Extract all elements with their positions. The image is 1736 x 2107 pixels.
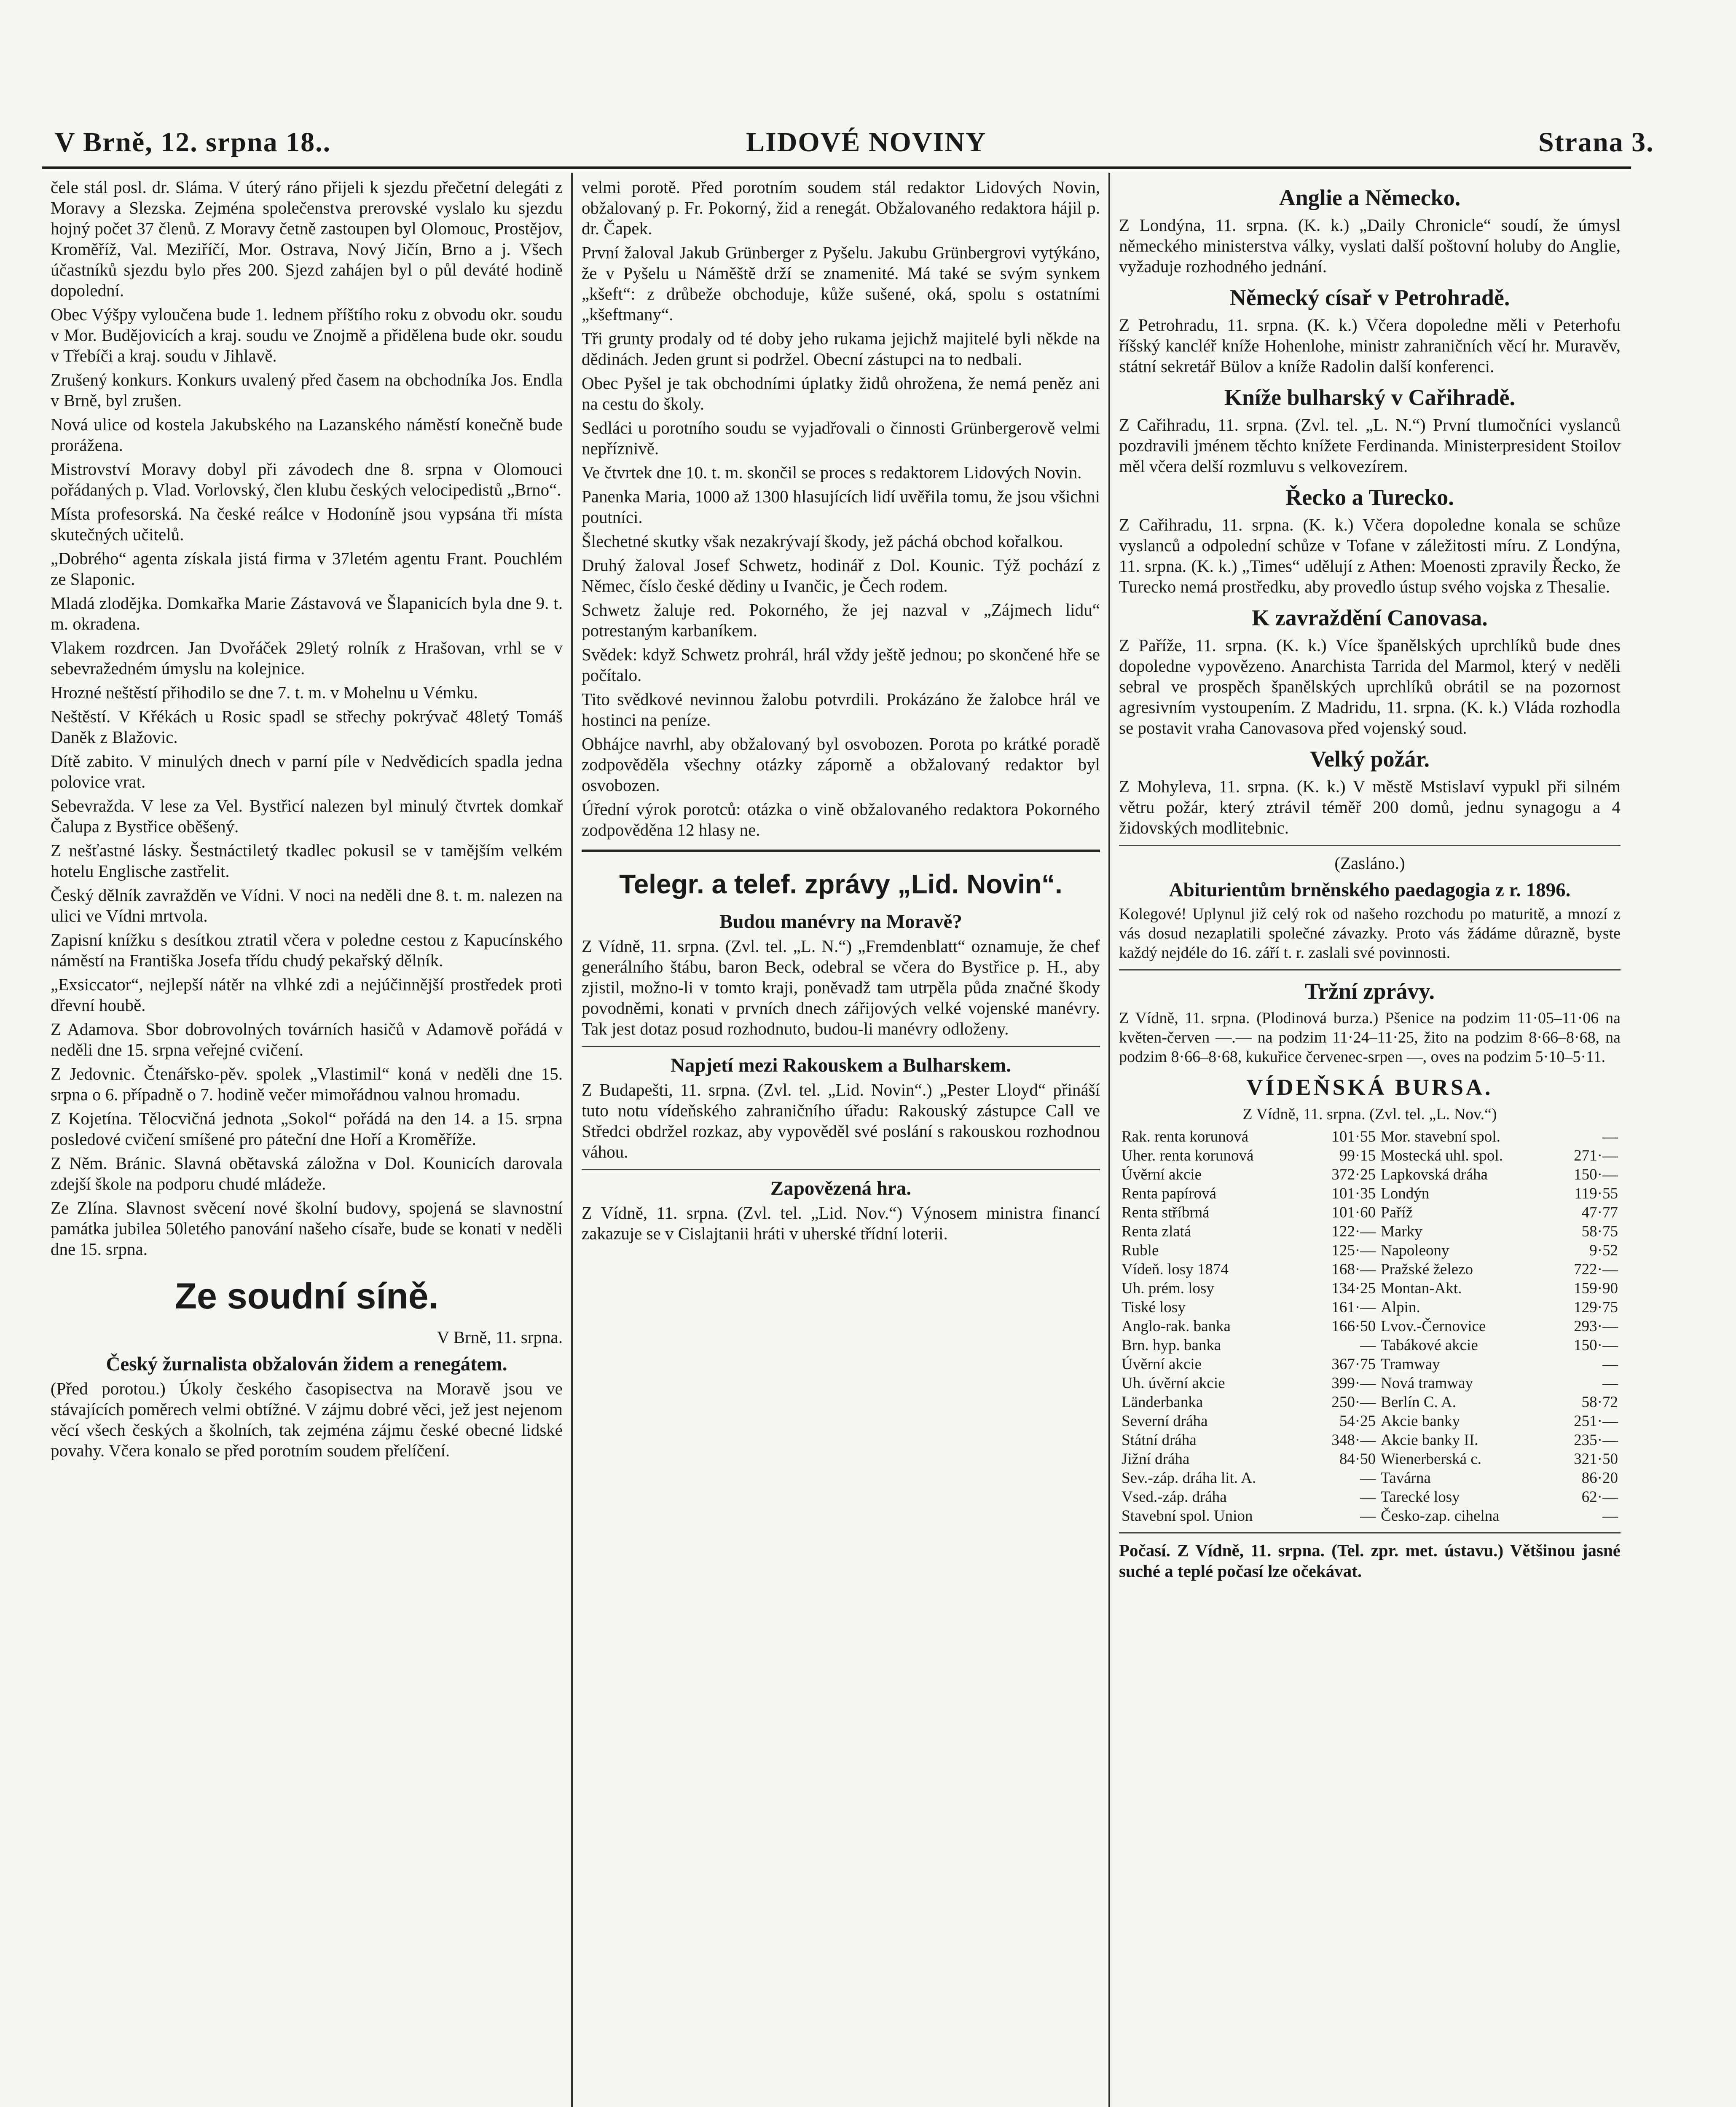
bourse-row: [1119, 1507, 1621, 1525]
bourse-security: Vsed.-záp. dráha: [1122, 1488, 1227, 1506]
bourse-security: Alpin.: [1381, 1299, 1420, 1316]
court-report-paragraph: Druhý žaloval Josef Schwetz, hodinář z Dol. Kounic. Týž pochází z Němec, číslo české dědiny u Ivančic, je Čech rodem.: [582, 555, 1100, 595]
bourse-price: —: [1602, 1375, 1618, 1392]
column-1: [51, 177, 563, 2107]
bourse-price: 9·52: [1589, 1242, 1618, 1259]
column-3: [1119, 177, 1621, 2107]
header-page-number: Strana 3.: [1538, 127, 1654, 158]
bourse-security: Tarecké losy: [1381, 1488, 1460, 1506]
bourse-price: 150·—: [1574, 1337, 1618, 1354]
news-item: Neštěstí. V Křékách u Rosic spadl se střechy pokrývač 48letý Tomáš Daněk z Blažovic.: [51, 707, 563, 747]
court-report-paragraph: Obec Pyšel je tak obchodními úplatky židů ohrožena, že nemá peněz ani na cestu do školy.: [582, 373, 1100, 413]
court-report-paragraph: Úřední výrok porotců: otázka o vině obžalovaného redaktora Pokorného zodpověděna 12 hlasy ne.: [582, 799, 1100, 839]
bourse-security: Lvov.-Černovice: [1381, 1318, 1486, 1335]
news-text: Z Paříže, 11. srpna. (K. k.) Více španělských uprchlíků bude dnes dopoledne vypovězeno. Anarchista Tarrida del Marmol, který v neděli sebral ve prospěch španělských uprchlíků obrátil se na pozornost agresivním vystoupením. Z Madridu, 11. srpna. (K. k.) Vláda rozhodla se postavit vraha Canovasova před vojenský soud.: [1119, 635, 1621, 737]
news-item: Z Adamova. Sbor dobrovolných továrních hasičů v Adamově pořádá v neděli dne 15. srpna veřejné cvičení.: [51, 1019, 563, 1059]
bourse-price: 159·90: [1574, 1280, 1618, 1297]
bourse-row: [1119, 1165, 1621, 1184]
column-divider-2: [1108, 173, 1110, 2107]
news-item: Dítě zabito. V minulých dnech v parní píle v Nedvědicích spadla jedna polovice vrat.: [51, 751, 563, 791]
bourse-price: 62·—: [1581, 1488, 1618, 1506]
bourse-price: —: [1360, 1337, 1376, 1354]
telegraph-text: Z Vídně, 11. srpna. (Zvl. tel. „Lid. Nov.“) Výnosem ministra financí zakazuje se v Cislajtanii hráti v uherské třídní loterii.: [582, 1203, 1100, 1243]
telegraph-section-title: Telegr. a telef. zprávy „Lid. Novin“.: [619, 869, 1063, 899]
market-text: Z Vídně, 11. srpna. (Plodinová burza.) Pšenice na podzim 11·05–11·06 na květen-červen —.— na podzim 11·24–11·25, žito na podzim 8·66–8·68, na podzim 8·66–8·68, kukuřice červenec-srpen —, oves na podzim 5·10–5·11.: [1119, 1009, 1621, 1066]
bourse-price: —: [1602, 1356, 1618, 1373]
bourse-price: 99·15: [1339, 1147, 1376, 1164]
news-item: Zapisní knížku s desítkou ztratil včera v poledne cestou z Kapucínského náměstí na Františka Josefa třídu chudý pekařský dělník.: [51, 930, 563, 970]
news-text: Z Londýna, 11. srpna. (K. k.) „Daily Chronicle“ soudí, že úmysl německého ministerstva války, vyslati další poštovní holuby do Anglie, vyžaduje rozhodného jednání.: [1119, 215, 1621, 276]
bourse-price: 47·77: [1581, 1204, 1618, 1221]
court-dateline: V Brně, 11. srpna.: [437, 1327, 563, 1347]
news-headline: Velký požár.: [1309, 746, 1430, 772]
news-item: Z Kojetína. Tělocvičná jednota „Sokol“ pořádá na den 14. a 15. srpna posledové cvičení smíšené pro páteční dne Hoří a Kroměříže.: [51, 1109, 563, 1149]
bourse-security: Státní dráha: [1122, 1431, 1197, 1449]
bourse-security: Anglo-rak. banka: [1122, 1318, 1231, 1335]
bourse-price: 250·—: [1331, 1394, 1376, 1411]
bourse-security: Paříž: [1381, 1204, 1413, 1221]
court-report-paragraph: Šlechetné skutky však nezakrývají škody, jež páchá obchod kořalkou.: [582, 531, 1063, 551]
bourse-security: Česko-zap. cihelna: [1381, 1507, 1500, 1525]
court-text: (Před porotou.) Úkoly českého časopisectva na Moravě jsou ve stávajících poměrech velmi obtížné. V zájmu dobré věci, jež jest nejenom věcí všech českých a školních, tak zejména zájmu české obecné lidské povahy. Včera konalo se před porotním soudem přelíčení.: [51, 1379, 563, 1460]
bourse-security: Vídeň. losy 1874: [1122, 1261, 1229, 1278]
bourse-security: Renta papírová: [1122, 1185, 1216, 1202]
bourse-security: Lapkovská dráha: [1381, 1166, 1488, 1183]
news-text: Z Petrohradu, 11. srpna. (K. k.) Včera dopoledne měli v Peterhofu říšský kancléř kníže Hohenlohe, ministr zahraničních věcí hr. Muravěv, státní sekretář Bülov a kníže Radolin další konferenci.: [1119, 315, 1621, 376]
news-item: Sebevražda. V lese za Vel. Bystřicí nalezen byl minulý čtvrtek domkař Čalupa z Bystřice oběšený.: [51, 796, 563, 836]
bourse-price: 166·50: [1331, 1318, 1376, 1335]
bourse-price: 251·—: [1574, 1413, 1618, 1430]
header-masthead: LIDOVÉ NOVINY: [746, 127, 987, 158]
bourse-security: Tramway: [1381, 1356, 1440, 1373]
news-item: Z Jedovnic. Čtenářsko-pěv. spolek „Vlastimil“ koná v neděli dne 15. srpna o 6. případně o 7. hodině večer mimořádnou valnou hromadu.: [51, 1064, 563, 1104]
bourse-row: [1119, 1374, 1621, 1393]
telegraph-headline: Zapovězená hra.: [770, 1177, 912, 1199]
bourse-price: 119·55: [1574, 1185, 1618, 1202]
bourse-table: [1119, 1127, 1621, 1525]
item-divider: [1119, 1532, 1621, 1533]
header-rule: [42, 166, 1631, 169]
bourse-price: —: [1602, 1507, 1618, 1525]
bourse-row: [1119, 1241, 1621, 1260]
bourse-security: Tiské losy: [1122, 1299, 1186, 1316]
bourse-row: [1119, 1298, 1621, 1317]
court-report-paragraph: Tito svědkové nevinnou žalobu potvrdili. Prokázáno že žalobce hrál ve hostinci na peníze.: [582, 689, 1100, 729]
bourse-price: 84·50: [1339, 1450, 1376, 1468]
column-2: [582, 177, 1100, 2107]
section-rule: [582, 850, 1100, 852]
bourse-price: 101·35: [1331, 1185, 1376, 1202]
bourse-row: [1119, 1488, 1621, 1507]
bourse-security: Uh. úvěrní akcie: [1122, 1375, 1225, 1392]
bourse-price: 372·25: [1331, 1166, 1376, 1183]
news-item: „Exsiccator“, nejlepší nátěr na vlhké zdi a nejúčinnější prostředek proti dřevní houbě.: [51, 975, 563, 1015]
bourse-price: 58·75: [1581, 1223, 1618, 1240]
news-headline: Kníže bulharský v Cařihradě.: [1224, 385, 1516, 410]
bourse-row: [1119, 1469, 1621, 1488]
bourse-price: 168·—: [1331, 1261, 1376, 1278]
bourse-price: 101·55: [1331, 1128, 1376, 1145]
bourse-price: 125·—: [1331, 1242, 1376, 1259]
bourse-security: Severní dráha: [1122, 1413, 1208, 1430]
bourse-security: Mostecká uhl. spol.: [1381, 1147, 1503, 1164]
bourse-row: [1119, 1260, 1621, 1279]
bourse-row: [1119, 1146, 1621, 1165]
notice-headline: Abiturientům brněnského paedagogia z r. 1896.: [1169, 879, 1571, 901]
bourse-security: Länderbanka: [1122, 1394, 1203, 1411]
bourse-price: 134·25: [1331, 1280, 1376, 1297]
news-headline: K zavraždění Canovasa.: [1252, 605, 1488, 630]
bourse-price: —: [1360, 1488, 1376, 1506]
news-item: Mistrovství Moravy dobyl při závodech dne 8. srpna v Olomouci pořádaných p. Vlad. Vorlovský, člen klubu českých velocipedistů „Brno“.: [51, 459, 563, 499]
news-item: Vlakem rozdrcen. Jan Dvořáček 29letý rolník z Hrašovan, vrhl se v sebevražedném úmyslu na kolejnice.: [51, 638, 563, 678]
bourse-row: [1119, 1355, 1621, 1374]
news-item: Nová ulice od kostela Jakubského na Lazanského náměstí konečně bude prorážena.: [51, 415, 563, 455]
court-headline: Český žurnalista obžalován židem a renegátem.: [106, 1353, 507, 1375]
bourse-row: [1119, 1222, 1621, 1241]
bourse-security: Sev.-záp. dráha lit. A.: [1122, 1469, 1256, 1487]
bourse-price: 321·50: [1574, 1450, 1618, 1468]
item-divider: [1119, 845, 1621, 846]
bourse-price: 58·72: [1581, 1394, 1618, 1411]
item-divider: [582, 1046, 1100, 1047]
bourse-row: [1119, 1127, 1621, 1146]
bourse-price: 101·60: [1331, 1204, 1376, 1221]
news-item: Ze Zlína. Slavnost svěcení nové školní budovy, spojená se slavnostní památka jubilea 50letého panování našeho císaře, bude se konati v neděli dne 15. srpna.: [51, 1198, 563, 1259]
bourse-price: 129·75: [1574, 1299, 1618, 1316]
court-report-paragraph: Sedláci u porotního soudu se vyjadřovali o činnosti Grünbergerově velmi nepříznivě.: [582, 418, 1100, 458]
court-report-paragraph: Ve čtvrtek dne 10. t. m. skončil se proces s redaktorem Lidových Novin.: [582, 463, 1082, 482]
news-headline: Anglie a Německo.: [1279, 185, 1461, 210]
weather-report: Počasí. Z Vídně, 11. srpna. (Tel. zpr. met. ústavu.) Většinou jasné suché a teplé počasí lze očekávat.: [1119, 1541, 1621, 1581]
news-item: Hrozné neštěstí přihodilo se dne 7. t. m. v Mohelnu u Vémku.: [51, 683, 478, 702]
bourse-price: 722·—: [1574, 1261, 1618, 1278]
bourse-row: [1119, 1393, 1621, 1412]
news-item: Mladá zlodějka. Domkařka Marie Zástavová ve Šlapanicích byla dne 9. t. m. okradena.: [51, 593, 563, 633]
news-item: Z Něm. Bránic. Slavná obětavská záložna v Dol. Kounicích darovala zdejší škole na podporu chudé mládeže.: [51, 1153, 563, 1193]
bourse-price: 161·—: [1331, 1299, 1376, 1316]
bourse-price: 348·—: [1331, 1431, 1376, 1449]
bourse-row: [1119, 1336, 1621, 1355]
bourse-security: Akcie banky: [1381, 1413, 1460, 1430]
bourse-security: Jižní dráha: [1122, 1450, 1190, 1468]
court-report-paragraph: Tři grunty prodaly od té doby jeho rukama jejichž majitelé byli někde na dědinách. Jeden grunt si podržel. Obecní zástupci na to nedbali.: [582, 329, 1100, 369]
news-item: Místa profesorská. Na české reálce v Hodoníně jsou vypsána tři místa skutečných učitelů.: [51, 504, 563, 544]
bourse-security: Renta stříbrná: [1122, 1204, 1210, 1221]
notice-text: Kolegové! Uplynul již celý rok od našeho rozchodu po maturitě, a mnozí z vás dosud nezaplatili společné závazky. Proto vás žádáme důrazně, byste každý nejdéle do 16. září t. r. zaslali své povinnosti.: [1119, 905, 1621, 962]
bourse-security: Renta zlatá: [1122, 1223, 1191, 1240]
bourse-security: Wienerberská c.: [1381, 1450, 1482, 1468]
bourse-security: Montan-Akt.: [1381, 1280, 1462, 1297]
bourse-security: Rak. renta korunová: [1122, 1128, 1249, 1145]
bourse-price: —: [1360, 1469, 1376, 1487]
telegraph-headline: Napjetí mezi Rakouskem a Bulharskem.: [670, 1054, 1012, 1076]
court-report-paragraph: Schwetz žaluje red. Pokorného, že jej nazval v „Zájmech lidu“ potrestaným karbaníkem.: [582, 600, 1100, 640]
item-divider: [1119, 969, 1621, 970]
bourse-row: [1119, 1431, 1621, 1450]
column-divider-1: [571, 173, 573, 2107]
bourse-row: [1119, 1203, 1621, 1222]
bourse-price: 293·—: [1574, 1318, 1618, 1335]
bourse-price: —: [1360, 1507, 1376, 1525]
bourse-security: Londýn: [1381, 1185, 1430, 1202]
market-headline: Tržní zprávy.: [1305, 978, 1435, 1004]
telegraph-headline: Budou manévry na Moravě?: [719, 911, 962, 933]
bourse-security: Tavárna: [1381, 1469, 1431, 1487]
bourse-security: Ruble: [1122, 1242, 1159, 1259]
header-dateline: V Brně, 12. srpna 18..: [55, 127, 331, 158]
bourse-price: 235·—: [1574, 1431, 1618, 1449]
court-section-title: Ze soudní síně.: [174, 1276, 439, 1316]
zaslano-label: (Zasláno.): [1334, 853, 1405, 873]
bourse-security: Tabákové akcie: [1381, 1337, 1478, 1354]
bourse-security: Úvěrní akcie: [1122, 1166, 1202, 1183]
bourse-price: 271·—: [1574, 1147, 1618, 1164]
bourse-row: [1119, 1317, 1621, 1336]
news-item: „Dobrého“ agenta získala jistá firma v 37letém agentu Frant. Pouchlém ze Slaponic.: [51, 549, 563, 589]
news-text: Z Cařihradu, 11. srpna. (K. k.) Včera dopoledne konala se schůze vyslanců a odpolední schůze v Tofane v záležitosti míru. Z Londýna, 11. srpna. (K. k.) „Times“ udělují z Athen: Moenosti zpravily Řecko, že Turecko nemá prostředku, aby provedlo ústup svého vojska z Thesalie.: [1119, 515, 1621, 596]
bourse-row: [1119, 1184, 1621, 1203]
bourse-price: 367·75: [1331, 1356, 1376, 1373]
bourse-security: Brn. hyp. banka: [1122, 1337, 1221, 1354]
telegraph-text: Z Budapešti, 11. srpna. (Zvl. tel. „Lid. Novin“.) „Pester Lloyd“ přináší tuto notu vídeňského zahraničního úřadu: Rakouský zástupce Call ve Středci obdržel rozkaz, aby vypověděl své poslání s rakouskou rozhodnou váhou.: [582, 1080, 1100, 1161]
bourse-row: [1119, 1279, 1621, 1298]
news-headline: Řecko a Turecko.: [1285, 485, 1454, 510]
bourse-security: Akcie banky II.: [1381, 1431, 1478, 1449]
bourse-price: 399·—: [1331, 1375, 1376, 1392]
news-item: Zrušený konkurs. Konkurs uvalený před časem na obchodníka Jos. Endla v Brně, byl zrušen.: [51, 370, 563, 410]
news-text: Z Mohyleva, 11. srpna. (K. k.) V městě Mstislaví vypukl při silném větru požár, který ztrávil téměř 200 domů, jednu synagogu a 4 židovských modlitebnic.: [1119, 777, 1621, 837]
bourse-price: —: [1602, 1128, 1618, 1145]
bourse-security: Marky: [1381, 1223, 1422, 1240]
bourse-security: Berlín C. A.: [1381, 1394, 1456, 1411]
court-report-paragraph: Panenka Maria, 1000 až 1300 hlasujících lidí uvěřila tomu, že jsou všichni poutníci.: [582, 487, 1100, 527]
court-report-paragraph: Svědek: když Schwetz prohrál, hrál vždy ještě jednou; po skončené hře se počítalo.: [582, 645, 1100, 685]
news-text: Z Cařihradu, 11. srpna. (Zvl. tel. „L. N.“) První tlumočníci vyslanců pozdravili jménem těchto knížete Ferdinanda. Ministerpresident Stoilov měl včera delší rozmluvu s velkovezírem.: [1119, 415, 1621, 476]
bourse-security: Stavební spol. Union: [1122, 1507, 1253, 1525]
bourse-security: Úvěrní akcie: [1122, 1356, 1202, 1373]
bourse-price: 86·20: [1581, 1469, 1618, 1487]
court-report-paragraph: velmi porotě. Před porotním soudem stál redaktor Lidových Novin, obžalovaný p. Fr. Pokorný, žid a renegát. Obžalovaného redaktora hájil p. dr. Čapek.: [582, 177, 1100, 238]
court-report-paragraph: První žaloval Jakub Grünberger z Pyšelu. Jakubu Grünbergrovi vytýkáno, že v Pyšelu u Náměště drží se znamenité. Má také se svým synkem „kšeft“: z drůbeže obchoduje, kůže sušené, oká, spolu s ostatními „kšeftmany“.: [582, 243, 1100, 324]
news-item: čele stál posl. dr. Sláma. V úterý ráno přijeli k sjezdu přečetní delegáti z Moravy a Slezska. Zejména společenstva prerovské vyslalo ku sjezdu hojný počet 37 členů. Z Moravy četně zastoupen byl Olomouc, Prostějov, Kroměříž, Val. Meziříčí, Mor. Ostrava, Nový Jičín, Brno a j. Všech účastníků sjezdu bylo přes 200. Sjezd zahájen byl o půl deváté hodině dopolední.: [51, 177, 563, 300]
news-item: Z nešťastné lásky. Šestnáctiletý tkadlec pokusil se v tamějším velkém hotelu Englische zastřelit.: [51, 841, 563, 881]
telegraph-text: Z Vídně, 11. srpna. (Zvl. tel. „L. N.“) „Fremdenblatt“ oznamuje, že chef generálního štábu, baron Beck, odebral se včera do Bystřice p. H., aby zjistil, možno-li v tomto kraji, poněvadž tam utrpěla půda značné škody povodněmi, konati v prvních dnech zářijových velké vojenské manévry. Tak jest dotaz posud rozhodnuto, budou-li manévry odloženy.: [582, 936, 1100, 1038]
bourse-security: Nová tramway: [1381, 1375, 1473, 1392]
bourse-row: [1119, 1450, 1621, 1469]
bourse-security: Pražské železo: [1381, 1261, 1473, 1278]
bourse-price: 150·—: [1574, 1166, 1618, 1183]
bourse-security: Mor. stavební spol.: [1381, 1128, 1500, 1145]
bourse-security: Uh. prém. losy: [1122, 1280, 1214, 1297]
bourse-row: [1119, 1412, 1621, 1431]
news-item: Český dělník zavražděn ve Vídni. V noci na neděli dne 8. t. m. nalezen na ulici ve Vídni mrtvola.: [51, 885, 563, 925]
bourse-headline: VÍDEŇSKÁ BURSA.: [1246, 1075, 1493, 1100]
bourse-price: 54·25: [1339, 1413, 1376, 1430]
news-headline: Německý císař v Petrohradě.: [1229, 285, 1510, 310]
item-divider: [582, 1169, 1100, 1170]
bourse-security: Napoleony: [1381, 1242, 1449, 1259]
bourse-security: Uher. renta korunová: [1122, 1147, 1254, 1164]
court-report-paragraph: Obhájce navrhl, aby obžalovaný byl osvobozen. Porota po krátké poradě zodpověděla všechny otázky záporně a obžalovaný redaktor byl osvobozen.: [582, 734, 1100, 795]
bourse-dateline: Z Vídně, 11. srpna. (Zvl. tel. „L. Nov.“): [1242, 1105, 1497, 1123]
news-item: Obec Výšpy vyloučena bude 1. lednem příštího roku z obvodu okr. soudu v Mor. Budějovicích a kraj. soudu ve Znojmě a přidělena bude okr. soudu v Třebíči a kraj. soudu v Jihlavě.: [51, 305, 563, 365]
bourse-price: 122·—: [1331, 1223, 1376, 1240]
